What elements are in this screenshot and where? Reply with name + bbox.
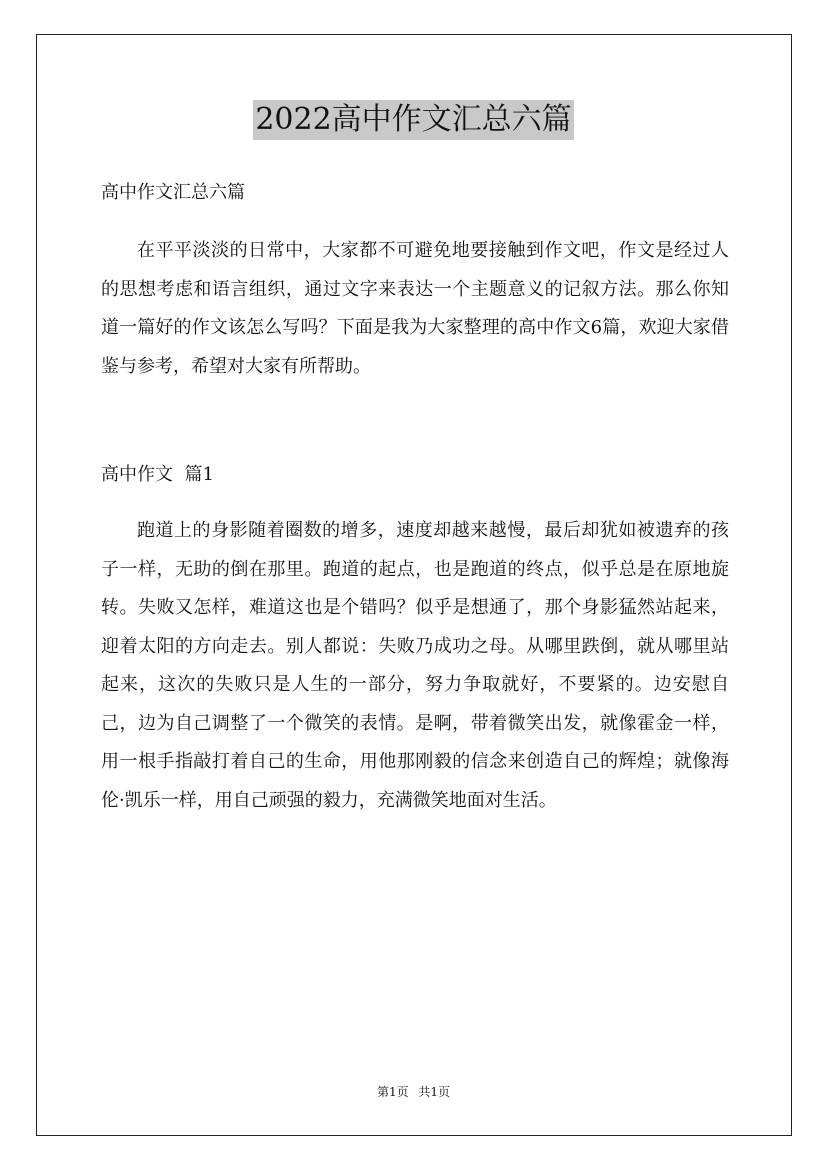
document-body (101, 174, 729, 820)
intro-paragraph: 在平平淡淡的日常中，大家都不可避免地要接触到作文吧，作文是经过人的思想考虑和语言组织，通过文字来表达一个主题意义的记叙方法。那么你知道一篇好的作文该怎么写吗？下面是我为大家整理的高中作文6篇，欢迎大家借鉴与参考，希望对大家有所帮助。 (101, 240, 729, 377)
spacer (101, 494, 729, 512)
page-total: 共1页 (418, 1085, 451, 1099)
document-subtitle: 高中作文汇总六篇 (101, 182, 245, 203)
section-heading: 高中作文 篇1 (101, 464, 214, 485)
page-footer (0, 1082, 827, 1102)
spacer (101, 212, 729, 232)
title-container (0, 100, 827, 140)
spacer (101, 386, 729, 456)
document-title: 2022高中作文汇总六篇 (253, 100, 573, 140)
page-number: 第1页 (376, 1085, 409, 1099)
section-paragraph: 跑道上的身影随着圈数的增多，速度却越来越慢，最后却犹如被遗弃的孩子一样，无助的倒在那里。跑道的起点，也是跑道的终点，似乎总是在原地旋转。失败又怎样，难道这也是个错吗？似乎是想通了，那个身影猛然站起来，迎着太阳的方向走去。别人都说：失败乃成功之母。从哪里跌倒，就从哪里站起来，这次的失败只是人生的一部分，努力争取就好，不要紧的。边安慰自己，边为自己调整了一个微笑的表情。是啊，带着微笑出发，就像霍金一样，用一根手指敲打着自己的生命，用他那刚毅的信念来创造自己的辉煌；就像海伦·凯乐一样，用自己顽强的毅力，充满微笑地面对生活。 (101, 520, 729, 811)
